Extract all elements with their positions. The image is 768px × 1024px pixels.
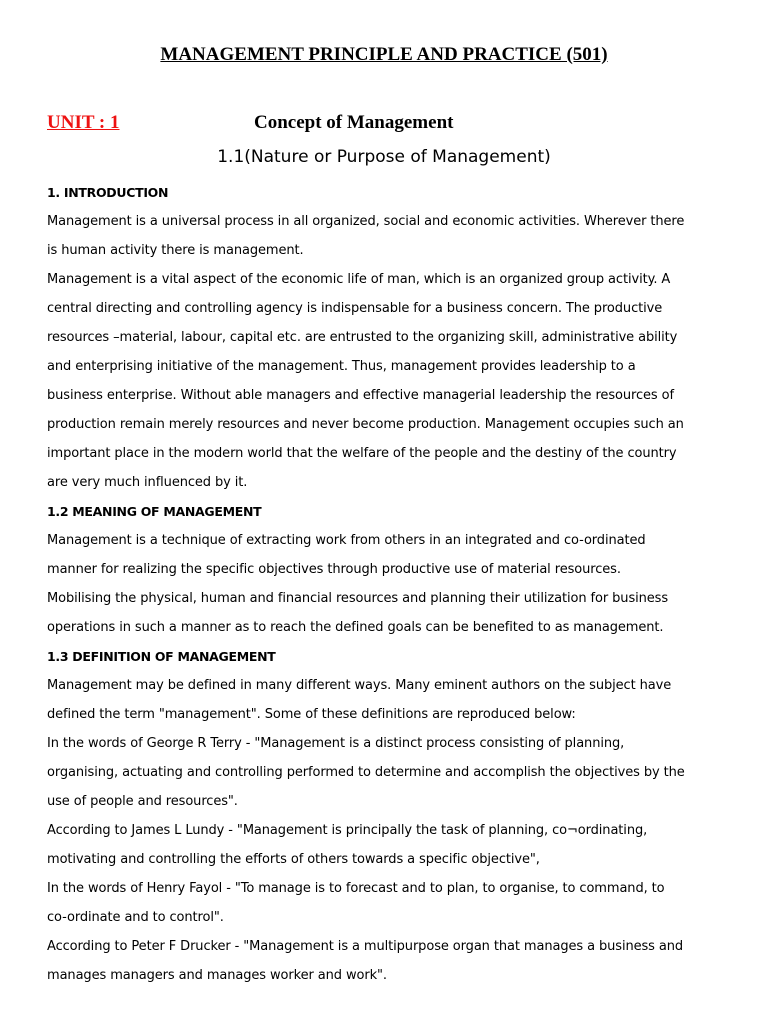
paragraph: Management may be defined in many different ways. Many eminent authors on the subject have defined the term "management". Some of these definitions are reproduced below: [47, 678, 672, 722]
paragraph: In the words of George R Terry - "Management is a distinct process consisting of planning, organising, actuating and controlling performed to determine and accomplish the objectives by the use of people and resources". [47, 736, 685, 809]
paragraph: According to Peter F Drucker - "Management is a multipurpose organ that manages a business and manages managers and manages worker and work". [47, 939, 684, 983]
paragraph: In the words of Henry Fayol - "To manage is to forecast and to plan, to organise, to command, to co-ordinate and to control". [47, 881, 665, 925]
section-introduction [47, 178, 687, 497]
section-heading: 1.2 MEANING OF MANAGEMENT [47, 504, 262, 519]
section-definition [47, 642, 687, 990]
unit-label: UNIT : 1 [47, 112, 120, 133]
section-meaning [47, 497, 687, 642]
paragraph: According to James L Lundy - "Management is principally the task of planning, co¬ordinating, motivating and controlling the efforts of others towards a specific objective", [47, 823, 648, 867]
paragraph: Management is a technique of extracting work from others in an integrated and co-ordinated manner for realizing the specific objectives through productive use of material resources. Mobilising the physical, human and financial resources and planning their utilization for business operations in such a manner as to reach the defined goals can be benefited to as management. [47, 533, 669, 635]
document-title: MANAGEMENT PRINCIPLE AND PRACTICE (501) [160, 44, 608, 65]
document-body [47, 178, 687, 990]
section-heading: 1.3 DEFINITION OF MANAGEMENT [47, 649, 276, 664]
section-heading: 1. INTRODUCTION [47, 185, 169, 200]
unit-title: Concept of Management [254, 112, 454, 133]
unit-heading-row [47, 111, 727, 137]
section-subtitle: 1.1(Nature or Purpose of Management) [217, 147, 551, 167]
paragraph: Management is a universal process in all organized, social and economic activities. Wherever there is human activity there is management. [47, 214, 685, 258]
paragraph: Management is a vital aspect of the economic life of man, which is an organized group activity. A central directing and controlling agency is indispensable for a business concern. The productive resources –material, labour, capital etc. are entrusted to the organizing skill, administrative ability and enterprising initiative of the management. Thus, management provides leadership to a business enterprise. Without able managers and effective managerial leadership the resources of production remain merely resources and never become production. Management occupies such an important place in the modern world that the welfare of the people and the destiny of the country are very much influenced by it. [47, 272, 684, 490]
